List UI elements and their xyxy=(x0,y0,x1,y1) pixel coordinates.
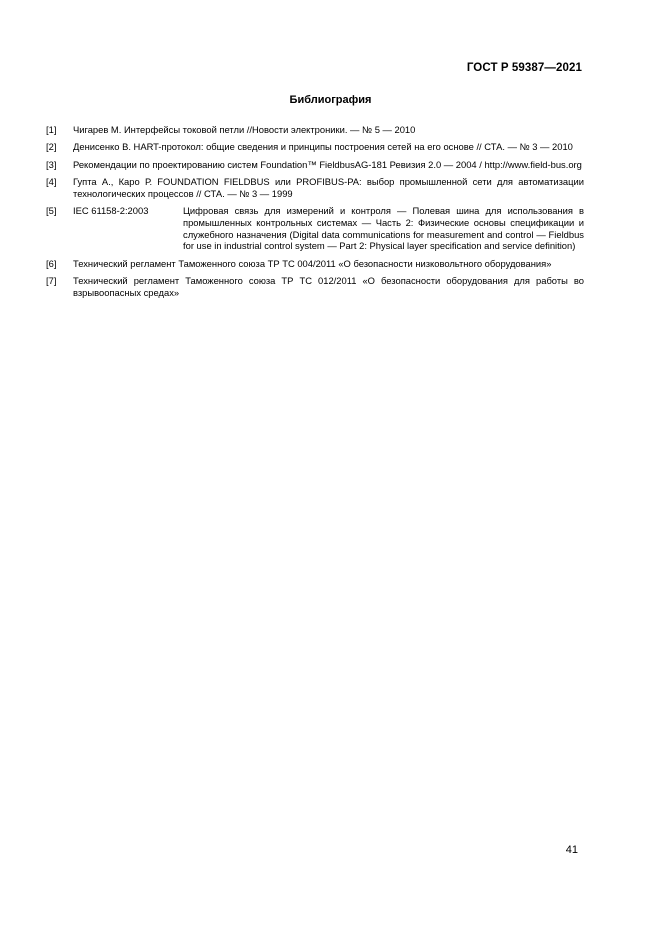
bibliography-entry-1 xyxy=(46,124,584,136)
bibliography-entry-4 xyxy=(46,176,584,200)
bibliography-entry-7 xyxy=(46,275,584,299)
standard-row xyxy=(73,205,584,252)
entry-text: Технический регламент Таможенного союза ТР ТС 012/2011 «О безопасности оборудования для работы во взрывоопасных средах» xyxy=(73,274,584,298)
entry-text: Денисенко В. HART-протокол: общие сведения и принципы построения сетей на его основе // СТА. — № 3 — 2010 xyxy=(73,141,573,153)
entry-text: Технический регламент Таможенного союза ТР ТС 004/2011 «О безопасности низковольтного оборудования» xyxy=(73,257,552,269)
standard-code: IEC 61158-2:2003 xyxy=(73,204,149,216)
entry-number: [2] xyxy=(46,141,57,153)
page-number: 41 xyxy=(565,844,578,856)
bibliography-list xyxy=(46,124,584,304)
bibliography-title: Библиография xyxy=(289,94,372,106)
standard-id-header: ГОСТ Р 59387—2021 xyxy=(466,62,582,74)
entry-number: [6] xyxy=(46,257,57,269)
entry-number: [7] xyxy=(46,274,57,286)
entry-number: [4] xyxy=(46,175,57,187)
entry-text: Гупта А., Каро Р. FOUNDATION FIELDBUS или PROFIBUS-PA: выбор промышленной сети для автоматизации технологических процессов // СТА. — № 3 — 1999 xyxy=(73,175,584,199)
entry-number: [3] xyxy=(46,158,57,170)
entry-text: Рекомендации по проектированию систем Foundation™ FieldbusAG-181 Ревизия 2.0 — 2004 / http://www.field-bus.org xyxy=(73,158,582,170)
bibliography-entry-5 xyxy=(46,205,584,252)
entry-number: [1] xyxy=(46,124,57,135)
bibliography-entry-6 xyxy=(46,258,584,270)
bibliography-entry-3 xyxy=(46,159,584,171)
standard-description: Цифровая связь для измерений и контроля — Полевая шина для использования в промышленных контрольных системах — Часть 2: Физические основы спецификации и служебного назначения (Digital data communications for measurement and control — Fieldbus for use in industrial control system — Part 2: Physical layer specification and service definition) xyxy=(183,204,584,252)
entry-text: Чигарев М. Интерфейсы токовой петли //Новости электроники. — № 5 — 2010 xyxy=(73,124,416,135)
entry-number: [5] xyxy=(46,204,57,216)
bibliography-entry-2 xyxy=(46,141,584,153)
